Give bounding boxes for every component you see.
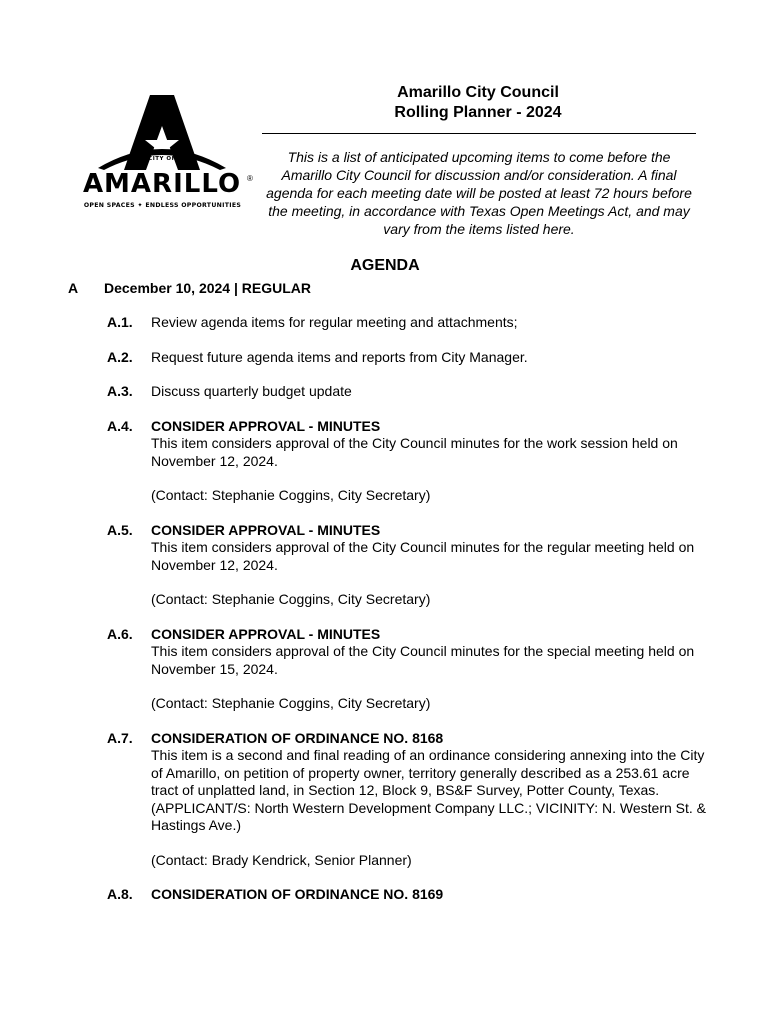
logo-tagline: OPEN SPACES ✦ ENDLESS OPPORTUNITIES xyxy=(83,202,242,209)
item-heading: CONSIDERATION OF ORDINANCE NO. 8169 xyxy=(151,886,444,902)
item-heading: CONSIDER APPROVAL - MINUTES xyxy=(151,521,381,538)
agenda-item xyxy=(107,349,707,367)
agenda-item xyxy=(107,522,707,609)
item-number: A.6. xyxy=(107,625,133,642)
section-title: December 10, 2024 | REGULAR xyxy=(104,280,312,296)
agenda-item xyxy=(107,314,707,332)
item-heading: CONSIDERATION OF ORDINANCE NO. 8168 xyxy=(151,729,444,746)
item-number: A.2. xyxy=(107,348,133,365)
item-contact: (Contact: Stephanie Coggins, City Secretary) xyxy=(151,591,431,607)
item-number: A.3. xyxy=(107,383,133,399)
item-number: A.7. xyxy=(107,729,133,746)
logo-city-of: CITY OF xyxy=(148,156,176,162)
agenda-item xyxy=(107,730,707,870)
item-number: A.8. xyxy=(107,886,133,902)
item-number: A.4. xyxy=(107,417,133,434)
item-heading: CONSIDER APPROVAL - MINUTES xyxy=(151,625,381,642)
logo-registered-mark: ® xyxy=(247,174,253,183)
agenda-item xyxy=(107,626,707,713)
item-text: This item considers approval of the City Council minutes for the regular meeting held on November 12, 2024. xyxy=(151,539,695,573)
header-description: This is a list of anticipated upcoming items to come before the Amarillo City Council for discussion and/or consideration. A final agenda for each meeting date will be posted at least 72 hours before the meeting, in accordance with Texas Open Meetings Act, and may vary from the items listed here. xyxy=(266,149,692,237)
item-contact: (Contact: Stephanie Coggins, City Secretary) xyxy=(151,487,431,503)
agenda-item xyxy=(107,886,707,904)
item-contact: (Contact: Brady Kendrick, Senior Planner) xyxy=(151,851,412,868)
item-contact: (Contact: Stephanie Coggins, City Secretary) xyxy=(151,695,431,711)
agenda-items xyxy=(107,314,707,921)
item-text: Discuss quarterly budget update xyxy=(151,383,352,399)
page-title xyxy=(262,83,694,123)
section-letter: A xyxy=(68,280,79,296)
title-line-2: Rolling Planner - 2024 xyxy=(394,104,562,121)
logo-a-star-icon xyxy=(70,90,255,180)
item-number: A.1. xyxy=(107,314,133,330)
item-number: A.5. xyxy=(107,521,133,538)
item-text: This item considers approval of the City Council minutes for the special meeting held on November 15, 2024. xyxy=(151,643,695,677)
title-line-1: Amarillo City Council xyxy=(397,84,559,101)
logo-wordmark: AMARILLO xyxy=(82,169,242,199)
item-text: This item is a second and final reading of an ordinance considering annexing into the City of Amarillo, on petition of property owner, territory generally described as a 253.61 acre tract of unplatted land, in Section 12, Block 9, BS&F Survey, Potter County, Texas. (APPLICANT/S: North Western Development Company LLC.; VICINITY: N. Western St. & Hastings Ave.) xyxy=(151,747,707,833)
header-divider xyxy=(262,133,696,134)
agenda-item xyxy=(107,383,707,401)
item-heading: CONSIDER APPROVAL - MINUTES xyxy=(151,417,381,434)
agenda-item xyxy=(107,418,707,505)
item-text: Request future agenda items and reports from City Manager. xyxy=(151,348,528,365)
agenda-heading: AGENDA xyxy=(350,257,420,274)
item-text: Review agenda items for regular meeting and attachments; xyxy=(151,314,518,330)
item-text: This item considers approval of the City Council minutes for the work session held on November 12, 2024. xyxy=(151,435,678,469)
city-logo xyxy=(70,90,255,215)
